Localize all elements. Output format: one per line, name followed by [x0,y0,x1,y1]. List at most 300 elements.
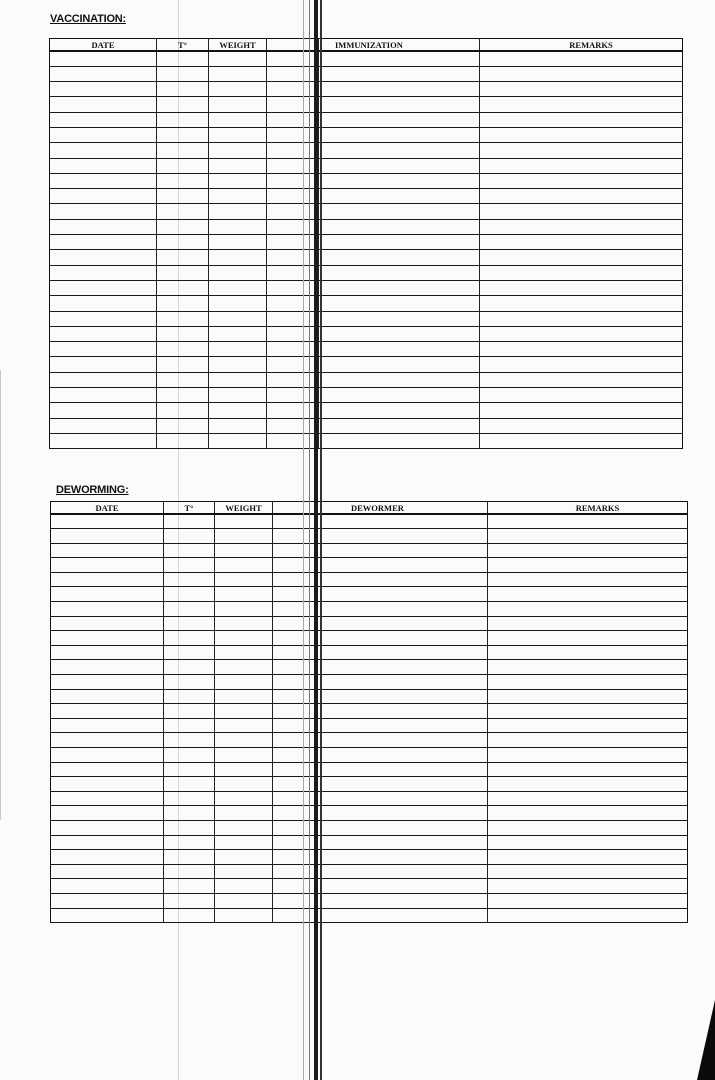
entry-cell[interactable] [321,572,488,587]
entry-cell[interactable] [319,112,480,127]
entry-cell[interactable] [321,835,488,850]
entry-cell[interactable] [319,326,480,341]
remarks-cell[interactable] [488,733,688,748]
temperature-cell[interactable] [157,280,209,295]
weight-cell[interactable] [215,908,273,923]
weight-cell[interactable] [209,189,267,204]
blank-cell[interactable] [267,372,319,387]
entry-cell[interactable] [321,893,488,908]
remarks-cell[interactable] [488,602,688,617]
date-cell[interactable] [50,82,157,97]
temperature-cell[interactable] [157,311,209,326]
temperature-cell[interactable] [164,777,215,792]
remarks-cell[interactable] [480,219,683,234]
weight-cell[interactable] [209,342,267,357]
remarks-cell[interactable] [488,864,688,879]
temperature-cell[interactable] [164,893,215,908]
date-cell[interactable] [51,791,164,806]
temperature-cell[interactable] [157,66,209,81]
temperature-cell[interactable] [157,127,209,142]
date-cell[interactable] [50,403,157,418]
weight-cell[interactable] [215,879,273,894]
temperature-cell[interactable] [164,572,215,587]
blank-cell[interactable] [267,189,319,204]
date-cell[interactable] [51,704,164,719]
temperature-cell[interactable] [164,660,215,675]
entry-cell[interactable] [321,762,488,777]
blank-cell[interactable] [267,403,319,418]
weight-cell[interactable] [209,173,267,188]
weight-cell[interactable] [215,558,273,573]
weight-cell[interactable] [215,660,273,675]
remarks-cell[interactable] [488,879,688,894]
weight-cell[interactable] [209,280,267,295]
remarks-cell[interactable] [480,158,683,173]
blank-cell[interactable] [267,296,319,311]
temperature-cell[interactable] [164,558,215,573]
blank-cell[interactable] [267,433,319,448]
date-cell[interactable] [50,66,157,81]
remarks-cell[interactable] [480,418,683,433]
weight-cell[interactable] [215,602,273,617]
entry-cell[interactable] [319,372,480,387]
temperature-cell[interactable] [157,189,209,204]
remarks-cell[interactable] [480,280,683,295]
weight-cell[interactable] [209,311,267,326]
temperature-cell[interactable] [164,704,215,719]
remarks-cell[interactable] [488,704,688,719]
temperature-cell[interactable] [164,514,215,529]
entry-cell[interactable] [319,296,480,311]
temperature-cell[interactable] [164,879,215,894]
weight-cell[interactable] [215,748,273,763]
remarks-cell[interactable] [488,514,688,529]
entry-cell[interactable] [321,689,488,704]
remarks-cell[interactable] [480,66,683,81]
entry-cell[interactable] [321,645,488,660]
temperature-cell[interactable] [157,326,209,341]
date-cell[interactable] [50,326,157,341]
remarks-cell[interactable] [488,587,688,602]
entry-cell[interactable] [321,514,488,529]
entry-cell[interactable] [319,280,480,295]
date-cell[interactable] [50,418,157,433]
entry-cell[interactable] [321,616,488,631]
entry-cell[interactable] [319,204,480,219]
remarks-cell[interactable] [480,326,683,341]
blank-cell[interactable] [267,311,319,326]
weight-cell[interactable] [209,296,267,311]
temperature-cell[interactable] [164,748,215,763]
temperature-cell[interactable] [164,529,215,544]
weight-cell[interactable] [215,631,273,646]
remarks-cell[interactable] [480,82,683,97]
remarks-cell[interactable] [488,791,688,806]
temperature-cell[interactable] [157,388,209,403]
date-cell[interactable] [51,806,164,821]
remarks-cell[interactable] [480,51,683,66]
remarks-cell[interactable] [488,777,688,792]
entry-cell[interactable] [319,219,480,234]
entry-cell[interactable] [321,587,488,602]
weight-cell[interactable] [215,864,273,879]
weight-cell[interactable] [209,433,267,448]
date-cell[interactable] [51,572,164,587]
temperature-cell[interactable] [164,850,215,865]
weight-cell[interactable] [209,265,267,280]
table-row [51,602,688,617]
weight-cell[interactable] [209,388,267,403]
temperature-cell[interactable] [164,718,215,733]
blank-cell[interactable] [267,235,319,250]
temperature-cell[interactable] [157,250,209,265]
temperature-cell[interactable] [164,616,215,631]
blank-cell[interactable] [267,388,319,403]
date-cell[interactable] [51,689,164,704]
remarks-cell[interactable] [488,529,688,544]
temperature-cell[interactable] [157,51,209,66]
temperature-cell[interactable] [164,864,215,879]
remarks-cell[interactable] [480,265,683,280]
blank-cell[interactable] [267,250,319,265]
temperature-cell[interactable] [157,433,209,448]
weight-cell[interactable] [215,587,273,602]
date-cell[interactable] [51,777,164,792]
remarks-cell[interactable] [488,616,688,631]
temperature-cell[interactable] [157,112,209,127]
temperature-cell[interactable] [164,587,215,602]
entry-cell[interactable] [319,173,480,188]
remarks-cell[interactable] [480,372,683,387]
temperature-cell[interactable] [157,342,209,357]
remarks-cell[interactable] [488,748,688,763]
temperature-cell[interactable] [164,791,215,806]
weight-cell[interactable] [215,675,273,690]
weight-cell[interactable] [209,82,267,97]
date-cell[interactable] [51,558,164,573]
entry-cell[interactable] [319,158,480,173]
temperature-cell[interactable] [157,158,209,173]
entry-cell[interactable] [319,235,480,250]
entry-cell[interactable] [321,850,488,865]
remarks-cell[interactable] [480,127,683,142]
remarks-cell[interactable] [488,675,688,690]
remarks-cell[interactable] [480,296,683,311]
entry-cell[interactable] [321,777,488,792]
date-cell[interactable] [51,543,164,558]
date-cell[interactable] [50,235,157,250]
weight-cell[interactable] [215,543,273,558]
weight-cell[interactable] [209,418,267,433]
date-cell[interactable] [50,311,157,326]
date-cell[interactable] [51,631,164,646]
entry-cell[interactable] [319,82,480,97]
date-cell[interactable] [50,250,157,265]
remarks-cell[interactable] [488,660,688,675]
entry-cell[interactable] [321,806,488,821]
remarks-cell[interactable] [488,908,688,923]
blank-cell[interactable] [267,97,319,112]
date-cell[interactable] [50,112,157,127]
temperature-cell[interactable] [164,675,215,690]
weight-cell[interactable] [215,733,273,748]
date-cell[interactable] [50,173,157,188]
date-cell[interactable] [50,280,157,295]
weight-cell[interactable] [209,66,267,81]
weight-cell[interactable] [215,850,273,865]
temperature-cell[interactable] [157,143,209,158]
remarks-cell[interactable] [488,718,688,733]
remarks-cell[interactable] [480,311,683,326]
weight-cell[interactable] [209,250,267,265]
weight-cell[interactable] [209,143,267,158]
entry-cell[interactable] [319,66,480,81]
entry-cell[interactable] [319,433,480,448]
remarks-cell[interactable] [488,806,688,821]
weight-cell[interactable] [215,820,273,835]
date-cell[interactable] [51,820,164,835]
temperature-cell[interactable] [164,806,215,821]
weight-cell[interactable] [209,372,267,387]
temperature-cell[interactable] [164,762,215,777]
weight-cell[interactable] [215,529,273,544]
remarks-cell[interactable] [488,543,688,558]
date-cell[interactable] [50,189,157,204]
date-cell[interactable] [51,879,164,894]
remarks-cell[interactable] [480,235,683,250]
date-cell[interactable] [51,529,164,544]
entry-cell[interactable] [319,250,480,265]
weight-cell[interactable] [209,127,267,142]
weight-cell[interactable] [209,112,267,127]
date-cell[interactable] [51,514,164,529]
temperature-cell[interactable] [164,733,215,748]
weight-cell[interactable] [215,704,273,719]
blank-cell[interactable] [267,173,319,188]
temperature-cell[interactable] [164,543,215,558]
entry-cell[interactable] [321,558,488,573]
date-cell[interactable] [50,143,157,158]
weight-cell[interactable] [209,403,267,418]
weight-cell[interactable] [215,806,273,821]
remarks-cell[interactable] [488,558,688,573]
date-cell[interactable] [50,97,157,112]
temperature-cell[interactable] [157,173,209,188]
entry-cell[interactable] [319,388,480,403]
entry-cell[interactable] [319,143,480,158]
date-cell[interactable] [51,675,164,690]
blank-cell[interactable] [267,342,319,357]
temperature-cell[interactable] [157,296,209,311]
weight-cell[interactable] [209,204,267,219]
weight-cell[interactable] [209,326,267,341]
entry-cell[interactable] [319,51,480,66]
date-cell[interactable] [51,718,164,733]
blank-cell[interactable] [267,158,319,173]
temperature-cell[interactable] [164,645,215,660]
weight-cell[interactable] [209,219,267,234]
remarks-cell[interactable] [480,143,683,158]
weight-cell[interactable] [209,158,267,173]
entry-cell[interactable] [321,660,488,675]
temperature-cell[interactable] [164,908,215,923]
remarks-cell[interactable] [488,689,688,704]
date-cell[interactable] [50,219,157,234]
remarks-cell[interactable] [480,357,683,372]
weight-cell[interactable] [215,572,273,587]
date-cell[interactable] [51,850,164,865]
entry-cell[interactable] [319,189,480,204]
date-cell[interactable] [50,342,157,357]
temperature-cell[interactable] [164,602,215,617]
entry-cell[interactable] [321,791,488,806]
date-cell[interactable] [51,733,164,748]
remarks-cell[interactable] [480,388,683,403]
entry-cell[interactable] [321,675,488,690]
date-cell[interactable] [51,835,164,850]
blank-cell[interactable] [267,418,319,433]
blank-cell[interactable] [267,357,319,372]
temperature-cell[interactable] [164,820,215,835]
temperature-cell[interactable] [157,204,209,219]
remarks-cell[interactable] [480,250,683,265]
temperature-cell[interactable] [157,265,209,280]
date-cell[interactable] [51,748,164,763]
entry-cell[interactable] [321,631,488,646]
entry-cell[interactable] [319,311,480,326]
entry-cell[interactable] [321,529,488,544]
entry-cell[interactable] [321,908,488,923]
temperature-cell[interactable] [157,219,209,234]
entry-cell[interactable] [321,602,488,617]
entry-cell[interactable] [321,748,488,763]
blank-cell[interactable] [267,326,319,341]
remarks-cell[interactable] [480,204,683,219]
weight-cell[interactable] [215,689,273,704]
entry-cell[interactable] [319,418,480,433]
date-cell[interactable] [50,127,157,142]
blank-cell[interactable] [267,265,319,280]
temperature-cell[interactable] [157,82,209,97]
entry-cell[interactable] [321,704,488,719]
remarks-cell[interactable] [488,850,688,865]
entry-cell[interactable] [319,403,480,418]
remarks-cell[interactable] [488,762,688,777]
weight-cell[interactable] [215,762,273,777]
remarks-cell[interactable] [480,97,683,112]
blank-cell[interactable] [267,219,319,234]
blank-cell[interactable] [267,143,319,158]
date-cell[interactable] [50,158,157,173]
blank-cell[interactable] [267,112,319,127]
entry-cell[interactable] [321,879,488,894]
temperature-cell[interactable] [164,631,215,646]
entry-cell[interactable] [319,357,480,372]
blank-cell[interactable] [267,280,319,295]
entry-cell[interactable] [319,97,480,112]
weight-cell[interactable] [215,514,273,529]
temperature-cell[interactable] [157,403,209,418]
date-cell[interactable] [50,296,157,311]
weight-cell[interactable] [209,235,267,250]
temperature-cell[interactable] [157,97,209,112]
remarks-cell[interactable] [488,820,688,835]
remarks-cell[interactable] [480,173,683,188]
blank-cell[interactable] [267,204,319,219]
entry-cell[interactable] [321,820,488,835]
date-cell[interactable] [50,51,157,66]
entry-cell[interactable] [319,342,480,357]
date-cell[interactable] [51,893,164,908]
entry-cell[interactable] [319,127,480,142]
weight-cell[interactable] [215,791,273,806]
remarks-cell[interactable] [488,572,688,587]
temperature-cell[interactable] [164,689,215,704]
entry-cell[interactable] [321,543,488,558]
vaccination-title: VACCINATION: [50,13,127,25]
date-cell[interactable] [50,388,157,403]
remarks-cell[interactable] [488,835,688,850]
remarks-cell[interactable] [480,342,683,357]
temperature-cell[interactable] [157,418,209,433]
remarks-cell[interactable] [480,112,683,127]
date-cell[interactable] [51,602,164,617]
date-cell[interactable] [51,660,164,675]
weight-cell[interactable] [215,645,273,660]
temperature-cell[interactable] [157,372,209,387]
date-cell[interactable] [51,864,164,879]
date-cell[interactable] [51,762,164,777]
weight-cell[interactable] [209,51,267,66]
blank-cell[interactable] [267,127,319,142]
weight-cell[interactable] [209,97,267,112]
date-cell[interactable] [50,372,157,387]
entry-cell[interactable] [321,718,488,733]
blank-cell[interactable] [267,51,319,66]
date-cell[interactable] [50,433,157,448]
remarks-cell[interactable] [488,893,688,908]
remarks-cell[interactable] [480,403,683,418]
date-cell[interactable] [51,908,164,923]
weight-cell[interactable] [215,777,273,792]
date-cell[interactable] [51,645,164,660]
remarks-cell[interactable] [480,433,683,448]
date-cell[interactable] [51,616,164,631]
deworming-title: DEWORMING: [56,484,129,496]
blank-cell[interactable] [267,82,319,97]
date-cell[interactable] [50,204,157,219]
date-cell[interactable] [50,357,157,372]
weight-cell[interactable] [215,616,273,631]
temperature-cell[interactable] [157,357,209,372]
date-cell[interactable] [51,587,164,602]
weight-cell[interactable] [215,893,273,908]
entry-cell[interactable] [319,265,480,280]
remarks-cell[interactable] [488,645,688,660]
table-row [50,127,683,142]
date-cell[interactable] [50,265,157,280]
weight-cell[interactable] [215,718,273,733]
remarks-cell[interactable] [480,189,683,204]
entry-cell[interactable] [321,864,488,879]
temperature-cell[interactable] [157,235,209,250]
entry-cell[interactable] [321,733,488,748]
weight-cell[interactable] [209,357,267,372]
blank-cell[interactable] [267,66,319,81]
weight-cell[interactable] [215,835,273,850]
temperature-cell[interactable] [164,835,215,850]
remarks-cell[interactable] [488,631,688,646]
